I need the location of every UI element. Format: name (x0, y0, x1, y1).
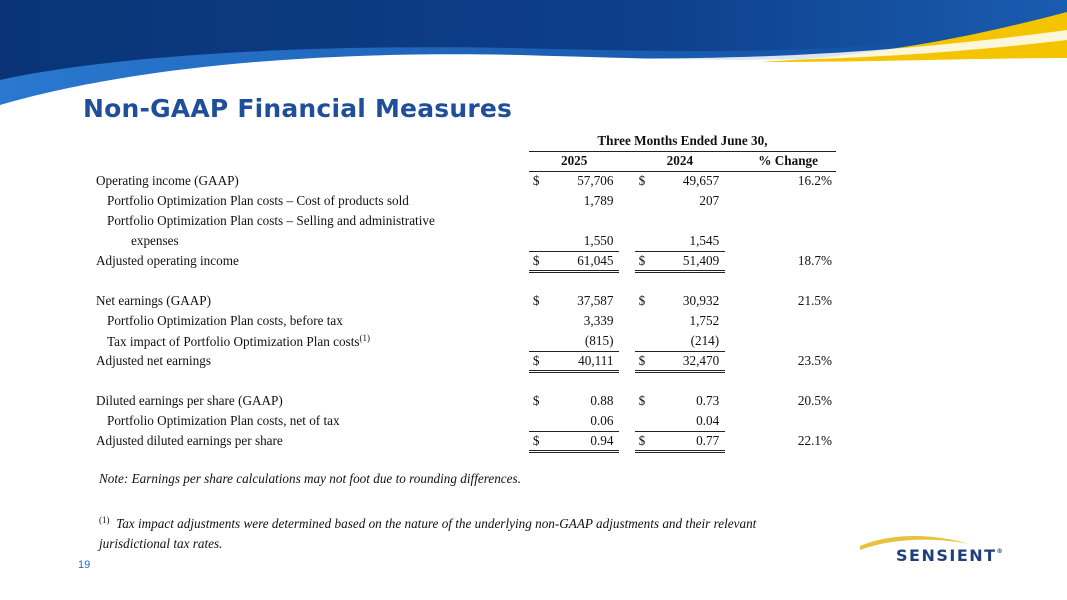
percent-change: 20.5% (797, 393, 832, 408)
value-2024: 0.77 (650, 431, 726, 451)
value-2025: 0.06 (544, 411, 620, 431)
value-2025: 0.88 (590, 393, 614, 408)
row-label: Diluted earnings per share (GAAP) (96, 393, 283, 408)
table-row (96, 171, 836, 191)
currency-symbol: $ (638, 393, 646, 408)
currency-symbol: $ (635, 251, 650, 271)
percent-change: 22.1% (797, 433, 832, 448)
row-label: Portfolio Optimization Plan costs – Selling and administrative (107, 213, 435, 228)
percent-change: 16.2% (797, 173, 832, 189)
currency-symbol: $ (638, 293, 646, 308)
value-2025: 0.94 (544, 431, 620, 451)
period-header: Three Months Ended June 30, (529, 131, 836, 151)
value-2024: 0.73 (696, 393, 720, 408)
value-2024: 32,470 (650, 351, 726, 371)
value-2025: 57,706 (577, 173, 614, 189)
value-2024: 1,752 (689, 313, 720, 328)
footnote-marker: (1) (99, 515, 110, 525)
row-label: Operating income (GAAP) (96, 173, 239, 188)
table-row (96, 231, 836, 251)
table-row (96, 391, 836, 411)
currency-symbol: $ (532, 393, 540, 408)
row-label-text: Tax impact of Portfolio Optimization Plan costs (107, 333, 360, 349)
value-2025: 1,789 (583, 193, 614, 208)
value-2025: 37,587 (577, 293, 614, 308)
table-row (96, 331, 836, 351)
row-label: Portfolio Optimization Plan costs – Cost of products sold (107, 193, 409, 208)
value-2025: (815) (544, 331, 620, 351)
percent-change: 23.5% (797, 353, 832, 368)
table-row-total (96, 351, 836, 371)
percent-change: 21.5% (797, 293, 832, 308)
logo-text: SENSIENT® (896, 546, 1003, 565)
trademark-mark: ® (996, 548, 1003, 555)
row-label: Adjusted operating income (96, 253, 239, 268)
value-2024: 1,545 (650, 231, 726, 251)
currency-symbol: $ (532, 293, 540, 308)
sensient-logo (858, 532, 1003, 572)
financial-table (96, 131, 836, 453)
year-header-row (96, 151, 836, 171)
value-2024: 51,409 (650, 251, 726, 271)
table-row (96, 411, 836, 431)
rounding-note: Note: Earnings per share calculations may not foot due to rounding differences. (99, 471, 521, 486)
row-label: expenses (131, 233, 179, 248)
page-title: Non-GAAP Financial Measures (83, 94, 513, 123)
value-2024: 30,932 (682, 293, 720, 308)
currency-symbol: $ (529, 351, 544, 371)
row-label: Adjusted net earnings (96, 353, 211, 368)
currency-symbol: $ (529, 251, 544, 271)
table-row (96, 211, 836, 231)
currency-symbol: $ (532, 173, 540, 189)
period-header-row (96, 131, 836, 151)
currency-symbol: $ (635, 351, 650, 371)
row-label: Portfolio Optimization Plan costs, before tax (107, 313, 343, 328)
row-label: Portfolio Optimization Plan costs, net of tax (107, 413, 340, 428)
change-header: % Change (725, 151, 836, 171)
value-2025: 1,550 (544, 231, 620, 251)
year-2024-header: 2024 (635, 151, 726, 171)
currency-symbol: $ (635, 431, 650, 451)
footnote-marker: (1) (359, 332, 371, 343)
value-2024: 207 (699, 193, 720, 208)
row-label: Adjusted diluted earnings per share (96, 433, 283, 448)
value-2025: 61,045 (544, 251, 620, 271)
currency-symbol: $ (638, 173, 646, 189)
percent-change: 18.7% (797, 253, 832, 268)
table-row (96, 291, 836, 311)
table-row-total (96, 251, 836, 271)
footnote-text: Tax impact adjustments were determined based on the nature of the underlying non-GAAP adjustments and their relevant jurisdictional tax rates. (99, 516, 757, 551)
table-row (96, 311, 836, 331)
year-2025-header: 2025 (529, 151, 620, 171)
row-label: Net earnings (GAAP) (96, 293, 211, 308)
value-2025: 3,339 (583, 313, 614, 328)
row-label (96, 331, 529, 351)
table-row-total (96, 431, 836, 451)
value-2024: 49,657 (682, 173, 720, 189)
table-row (96, 191, 836, 211)
value-2024: 0.04 (650, 411, 726, 431)
currency-symbol: $ (529, 431, 544, 451)
page-number: 19 (78, 559, 91, 571)
value-2024: (214) (650, 331, 726, 351)
value-2025: 40,111 (544, 351, 620, 371)
tax-footnote (99, 510, 819, 554)
